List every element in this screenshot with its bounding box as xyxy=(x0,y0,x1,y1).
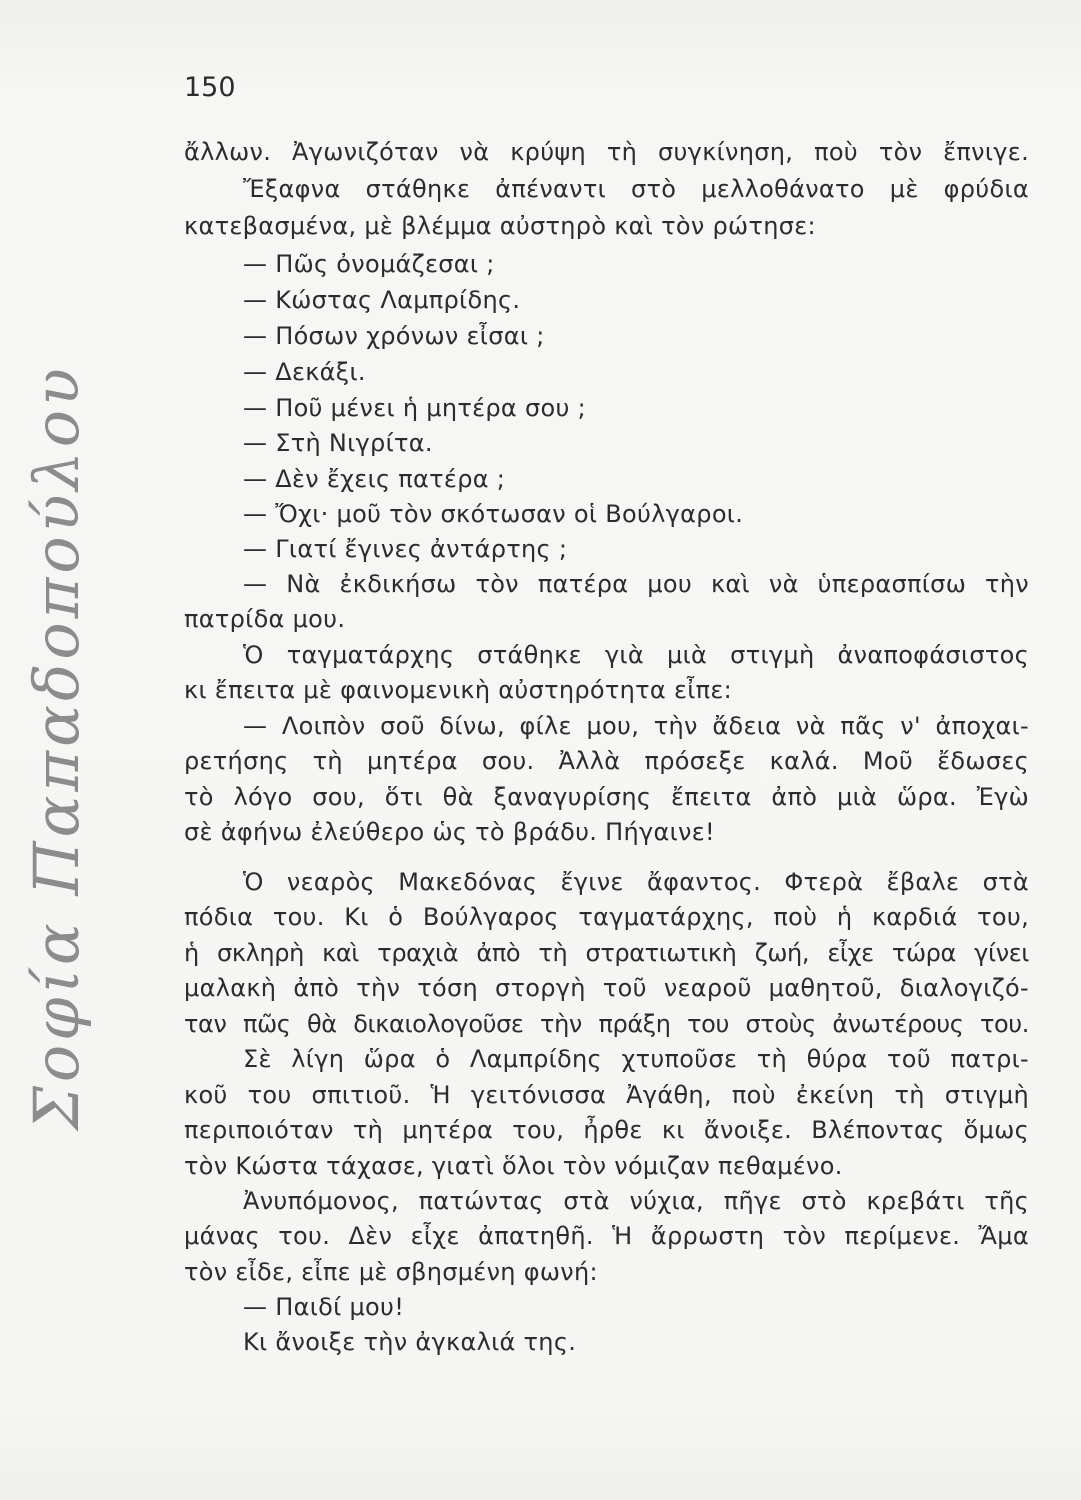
text-line: κι ἔπειτα μὲ φαινομενικὴ αὐστηρότητα εἶπε: xyxy=(184,676,733,704)
text-line: περιποιόταν τὴ μητέρα του, ἦρθε κι ἄνοιξε. Βλέποντας ὅμως xyxy=(184,1116,1029,1144)
text-line: Ἀνυπόμονος, πατώντας στὰ νύχια, πῆγε στὸ κρεβάτι τῆς xyxy=(243,1187,1029,1215)
text-line: τὸ λόγο σου, ὅτι θὰ ξαναγυρίσης ἔπειτα ἀπὸ μιὰ ὥρα. Ἐγὼ xyxy=(184,783,1029,811)
dialogue-line: — Ὄχι· μοῦ τὸν σκότωσαν οἱ Βούλγαροι. xyxy=(243,500,744,528)
text-line: Ὁ ταγματάρχης στάθηκε γιὰ μιὰ στιγμὴ ἀναποφάσιστος xyxy=(243,641,1029,669)
dialogue-line: — Πῶς ὀνομάζεσαι ; xyxy=(243,250,495,278)
dialogue-line: — Λοιπὸν σοῦ δίνω, φίλε μου, τὴν ἄδεια νὰ πᾶς ν' ἀποχαι- xyxy=(243,712,1029,740)
dialogue-line: — Γιατί ἔγινες ἀντάρτης ; xyxy=(243,535,568,563)
text-line: πατρίδα μου. xyxy=(184,605,346,633)
text-line: μαλακὴ ἀπὸ τὴν τόση στοργὴ τοῦ νεαροῦ μαθητοῦ, διαλογιζό- xyxy=(184,974,1029,1002)
text-line: ἡ σκληρὴ καὶ τραχιὰ ἀπὸ τὴ στρατιωτικὴ ζωή, εἶχε τώρα γίνει xyxy=(184,939,1029,967)
text-line: τὸν εἶδε, εἶπε μὲ σβησμένη φωνή: xyxy=(184,1258,598,1286)
text-line: κοῦ του σπιτιοῦ. Ἡ γειτόνισσα Ἀγάθη, ποὺ ἐκείνη τὴ στιγμὴ xyxy=(184,1081,1029,1109)
dialogue-line: — Ποῦ μένει ἡ μητέρα σου ; xyxy=(243,394,586,422)
text-line: ταν πῶς θὰ δικαιολογοῦσε τὴν πράξη του στοὺς ἀνωτέρους του. xyxy=(184,1010,1029,1038)
dialogue-line: — Δὲν ἔχεις πατέρα ; xyxy=(243,465,506,493)
handwritten-margin-note: Σοφία Παπαδοπούλου xyxy=(20,364,93,1130)
text-line: τὸν Κώστα τάχασε, γιατὶ ὅλοι τὸν νόμιζαν πεθαμένο. xyxy=(184,1152,843,1180)
text-line: μάνας του. Δὲν εἶχε ἀπατηθῆ. Ἡ ἄρρωστη τὸν περίμενε. Ἄμα xyxy=(184,1222,1029,1250)
text-line: ρετήσης τὴ μητέρα σου. Ἀλλὰ πρόσεξε καλά. Μοῦ ἔδωσες xyxy=(184,747,1029,775)
text-line: πόδια του. Κι ὁ Βούλγαρος ταγματάρχης, ποὺ ἡ καρδιά του, xyxy=(184,903,1029,931)
text-line: Ὁ νεαρὸς Μακεδόνας ἔγινε ἄφαντος. Φτερὰ ἔβαλε στὰ xyxy=(243,868,1029,896)
dialogue-line: — Δεκάξι. xyxy=(243,358,366,386)
dialogue-line: — Πόσων χρόνων εἶσαι ; xyxy=(243,322,545,350)
dialogue-line: — Στὴ Νιγρίτα. xyxy=(243,429,433,457)
page-number: 150 xyxy=(184,72,236,103)
text-line: ἄλλων. Ἀγωνιζόταν νὰ κρύψη τὴ συγκίνηση, ποὺ τὸν ἔπνιγε. xyxy=(184,138,1029,166)
text-line: σὲ ἀφήνω ἐλεύθερο ὡς τὸ βράδυ. Πήγαινε! xyxy=(184,818,715,846)
text-line: Σὲ λίγη ὥρα ὁ Λαμπρίδης χτυποῦσε τὴ θύρα τοῦ πατρι- xyxy=(243,1045,1029,1073)
dialogue-line: — Νὰ ἐκδικήσω τὸν πατέρα μου καὶ νὰ ὑπερασπίσω τὴν xyxy=(243,570,1029,598)
dialogue-line: — Κώστας Λαμπρίδης. xyxy=(243,286,521,314)
text-line: Ἔξαφνα στάθηκε ἀπέναντι στὸ μελλοθάνατο μὲ φρύδια xyxy=(243,175,1029,203)
dialogue-line: — Παιδί μου! xyxy=(243,1293,405,1321)
text-line: κατεβασμένα, μὲ βλέμμα αὐστηρὸ καὶ τὸν ρώτησε: xyxy=(184,212,816,240)
text-line: Κι ἄνοιξε τὴν ἀγκαλιά της. xyxy=(243,1328,577,1356)
